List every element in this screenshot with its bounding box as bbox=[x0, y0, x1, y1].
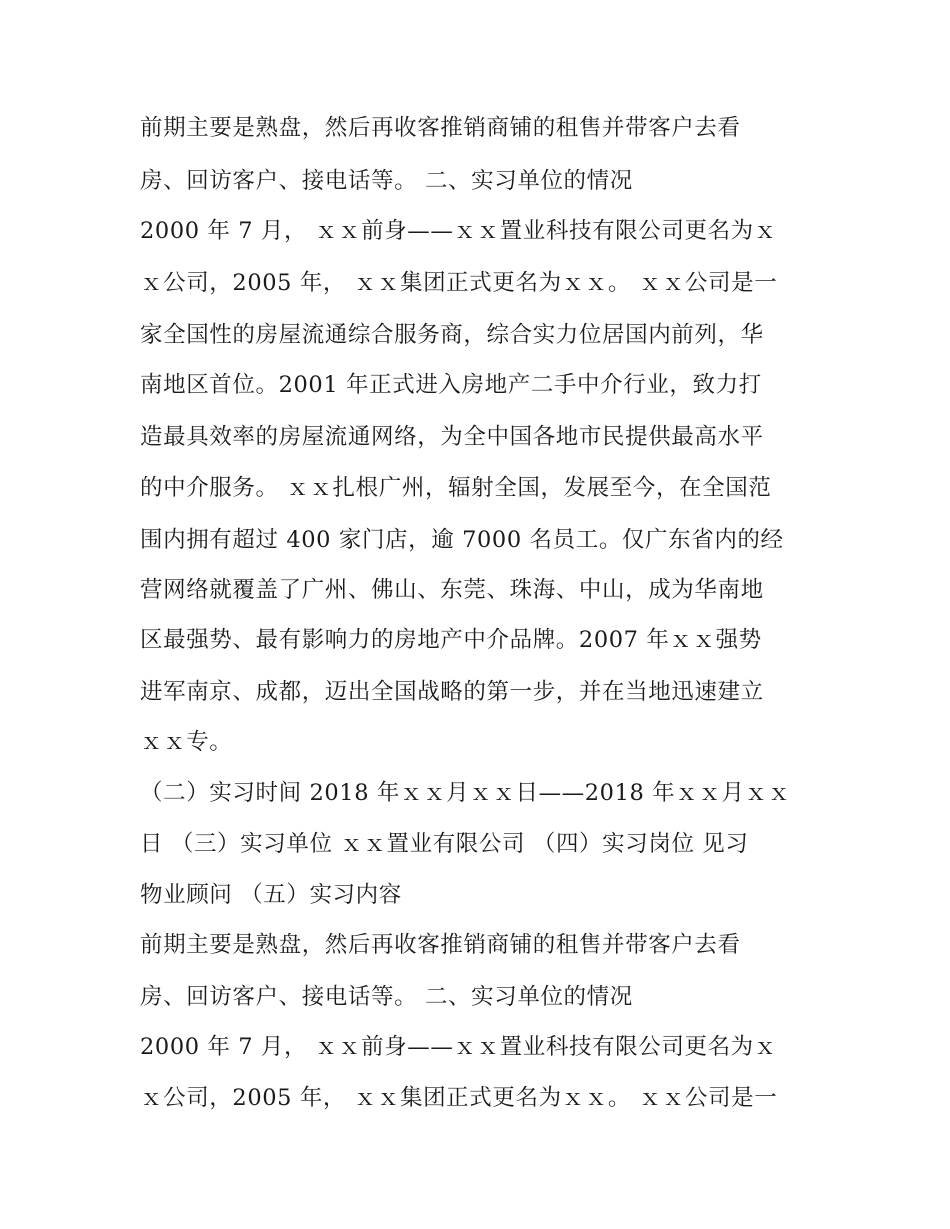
text-line: 前期主要是熟盘，然后再收客推销商铺的租售并带客户去看 bbox=[140, 115, 741, 141]
text-line: 2000 年 7 月， ｘｘ前身——ｘｘ置业科技有限公司更名为ｘ bbox=[140, 218, 777, 244]
text-line: 日 （三）实习单位 ｘｘ置业有限公司 （四）实习岗位 见习 bbox=[140, 831, 749, 857]
text-line: 房、回访客户、接电话等。 二、实习单位的情况 bbox=[140, 984, 633, 1010]
text-line: 2000 年 7 月， ｘｘ前身——ｘｘ置业科技有限公司更名为ｘ bbox=[140, 1034, 777, 1060]
text-line: ｘ公司，2005 年， ｘｘ集团正式更名为ｘｘ。 ｘｘ公司是一 bbox=[140, 1085, 778, 1111]
text-line: 围内拥有超过 400 家门店，逾 7000 名员工。仅广东省内的经 bbox=[140, 527, 784, 553]
text-line: （二）实习时间 2018 年ｘｘ月ｘｘ日——2018 年ｘｘ月ｘｘ bbox=[140, 780, 791, 806]
text-line: 物业顾问 （五）实习内容 bbox=[140, 882, 402, 908]
text-line: 前期主要是熟盘，然后再收客推销商铺的租售并带客户去看 bbox=[140, 932, 741, 958]
text-line: 营网络就覆盖了广州、佛山、东莞、珠海、中山，成为华南地 bbox=[140, 577, 764, 603]
text-line: 家全国性的房屋流通综合服务商，综合实力位居国内前列，华 bbox=[140, 322, 764, 348]
text-line: ｘｘ专。 bbox=[140, 729, 233, 755]
text-line: 进军南京、成都，迈出全国战略的第一步，并在当地迅速建立 bbox=[140, 679, 764, 705]
text-line: 区最强势、最有影响力的房地产中介品牌。2007 年ｘｘ强势 bbox=[140, 627, 762, 653]
text-line: ｘ公司，2005 年， ｘｘ集团正式更名为ｘｘ。 ｘｘ公司是一 bbox=[140, 270, 778, 296]
text-line: 房、回访客户、接电话等。 二、实习单位的情况 bbox=[140, 168, 633, 194]
text-line: 南地区首位。2001 年正式进入房地产二手中介行业，致力打 bbox=[140, 372, 762, 398]
text-line: 的中介服务。 ｘｘ扎根广州，辐射全国，发展至今，在全国范 bbox=[140, 475, 772, 501]
text-line: 造最具效率的房屋流通网络，为全中国各地市民提供最高水平 bbox=[140, 424, 764, 450]
